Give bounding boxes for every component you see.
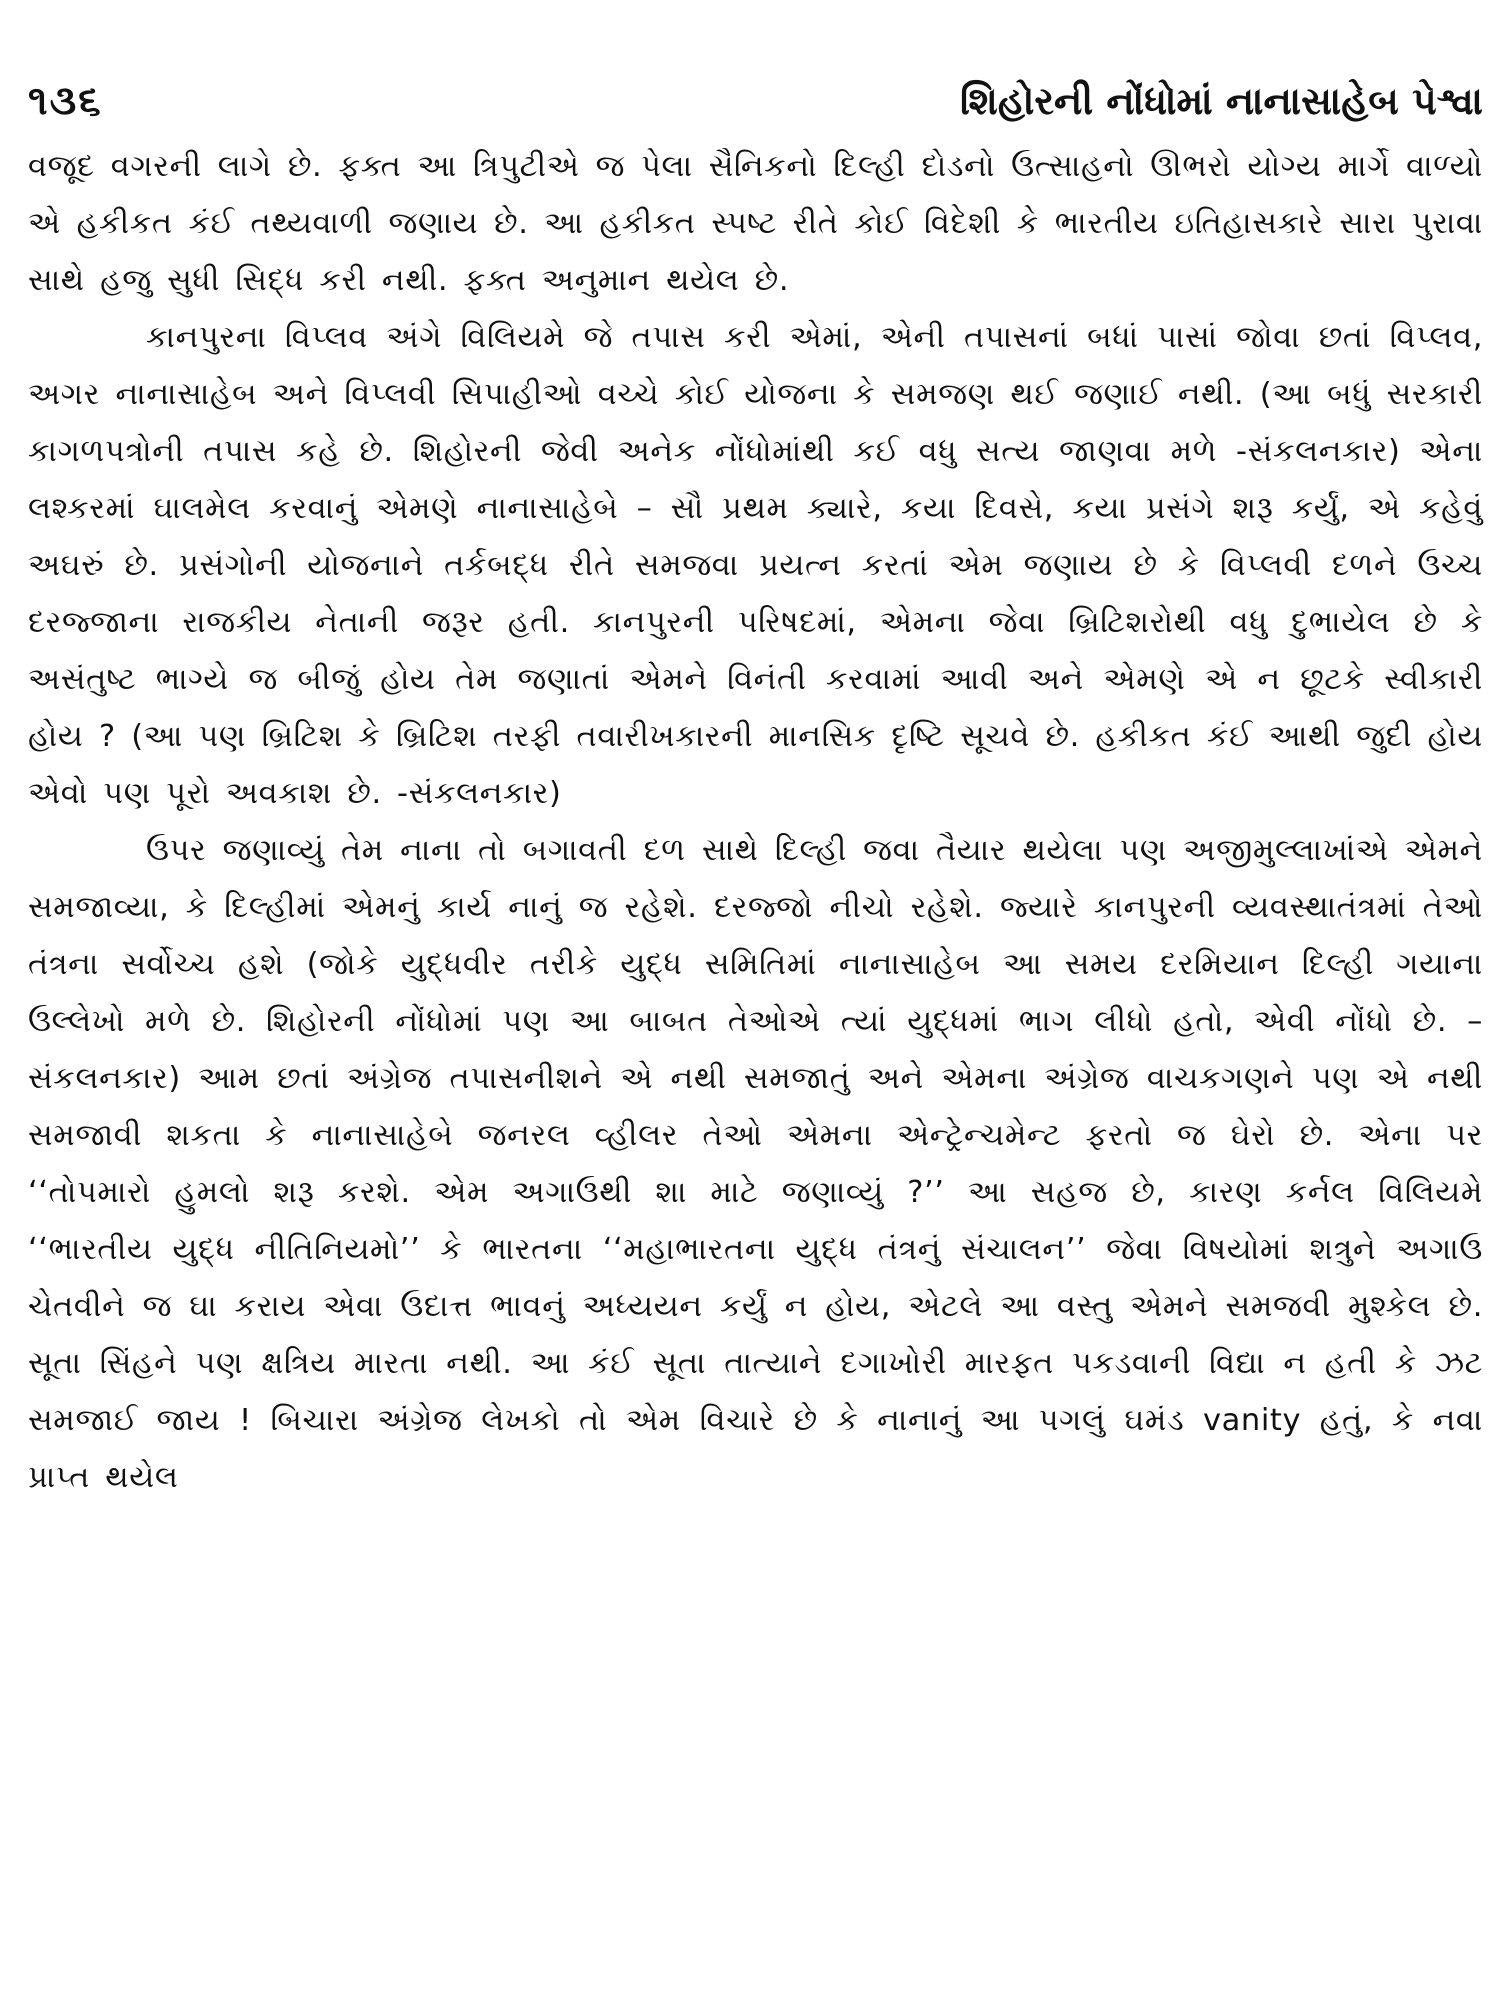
body-text: [28, 138, 1483, 1506]
paragraph: કાનપુરના વિપ્લવ અંગે વિલિયમે જે તપાસ કરી એમાં, એની તપાસનાં બધાં પાસાં જોવા છતાં વિપ્લવ, અગર નાનાસાહેબ અને વિપ્લવી સિપાહીઓ વચ્ચે કોઈ યોજના કે સમજણ થઈ જણાઈ નથી. (આ બધું સરકારી કાગળપત્રોની તપાસ કહે છે. શિહોરની જેવી અનેક નોંધોમાંથી કઈ વધુ સત્ય જાણવા મળે -સંકલનકાર) એના લશ્કરમાં ઘાલમેલ કરવાનું એમણે નાનાસાહેબે – સૌ પ્રથમ ક્યારે, કયા દિવસે, કયા પ્રસંગે શરૂ કર્યું, એ કહેવું અઘરું છે. પ્રસંગોની યોજનાને તર્કબદ્ધ રીતે સમજવા પ્રયત્ન કરતાં એમ જણાય છે કે વિપ્લવી દળને ઉચ્ચ દરજ્જાના રાજકીય નેતાની જરૂર હતી. કાનપુરની પરિષદમાં, એમના જેવા બ્રિટિશરોથી વધુ દુભાયેલ છે કે અસંતુષ્ટ ભાગ્યે જ બીજું હોય તેમ જણાતાં એમને વિનંતી કરવામાં આવી અને એમણે એ ન છૂટકે સ્વીકારી હોય ? (આ પણ બ્રિટિશ કે બ્રિટિશ તરફી તવારીખકારની માનસિક દૃષ્ટિ સૂચવે છે. હકીકત કંઈ આથી જુદી હોય એવો પણ પૂરો અવકાશ છે. -સંકલનકાર): [28, 320, 1483, 811]
page-header: [28, 78, 1483, 138]
paragraph: ઉપર જણાવ્યું તેમ નાના તો બગાવતી દળ સાથે દિલ્હી જવા તૈયાર થયેલા પણ અજીમુલ્લાખાંએ એમને સમજાવ્યા, કે દિલ્હીમાં એમનું કાર્ય નાનું જ રહેશે. દરજ્જો નીચો રહેશે. જ્યારે કાનપુરની વ્યવસ્થાતંત્રમાં તેઓ તંત્રના સર્વોચ્ચ હશે (જોકે યુદ્ધવીર તરીકે યુદ્ધ સમિતિમાં નાનાસાહેબ આ સમય દરમિયાન દિલ્હી ગયાના ઉલ્લેખો મળે છે. શિહોરની નોંધોમાં પણ આ બાબત તેઓએ ત્યાં યુદ્ધમાં ભાગ લીધો હતો, એવી નોંધો છે. –સંકલનકાર) આમ છતાં અંગ્રેજ તપાસનીશને એ નથી સમજાતું અને એમના અંગ્રેજ વાચકગણને પણ એ નથી સમજાવી શકતા કે નાનાસાહેબે જનરલ વ્હીલર તેઓ એમના એન્ટ્રેન્ચમેન્ટ ફરતો જ ઘેરો છે. એના પર ‘‘તોપમારો હુમલો શરૂ કરશે. એમ અગાઉથી શા માટે જણાવ્યું ?’’ આ સહજ છે, કારણ કર્નલ વિલિયમે ‘‘ભારતીય યુદ્ધ નીતિનિયમો’’ કે ભારતના ‘‘મહાભારતના યુદ્ધ તંત્રનું સંચાલન’’ જેવા વિષયોમાં શત્રુને અગાઉ ચેતવીને જ ઘા કરાય એવા ઉદાત્ત ભાવનું અધ્યયન કર્યું ન હોય, એટલે આ વસ્તુ એમને સમજવી મુશ્કેલ છે. સૂતા સિંહને પણ ક્ષત્રિય મારતા નથી. આ કંઈ સૂતા તાત્યાને દગાખોરી મારફત પકડવાની વિદ્યા ન હતી કે ઝટ સમજાઈ જાય ! બિચારા અંગ્રેજ લેખકો તો એમ વિચારે છે કે નાનાનું આ પગલું ઘમંડ vanity હતું, કે નવા પ્રાપ્ત થયેલ: [28, 833, 1483, 1495]
running-title: શિહોરની નોંધોમાં નાનાસાહેબ પેશ્વા: [959, 79, 1483, 123]
book-page: [28, 78, 1483, 1506]
paragraph: વજૂદ વગરની લાગે છે. ફક્ત આ ત્રિપુટીએ જ પેલા સૈનિકનો દિલ્હી દોડનો ઉત્સાહનો ઊભરો યોગ્ય માર્ગે વાળ્યો એ હકીકત કંઈ તથ્યવાળી જણાય છે. આ હકીકત સ્પષ્ટ રીતે કોઈ વિદેશી કે ભારતીય ઇતિહાસકારે સારા પુરાવા સાથે હજુ સુધી સિદ્ધ કરી નથી. ફક્ત અનુમાન થયેલ છે.: [28, 149, 1483, 298]
page-number: ૧૩૬: [28, 78, 103, 124]
